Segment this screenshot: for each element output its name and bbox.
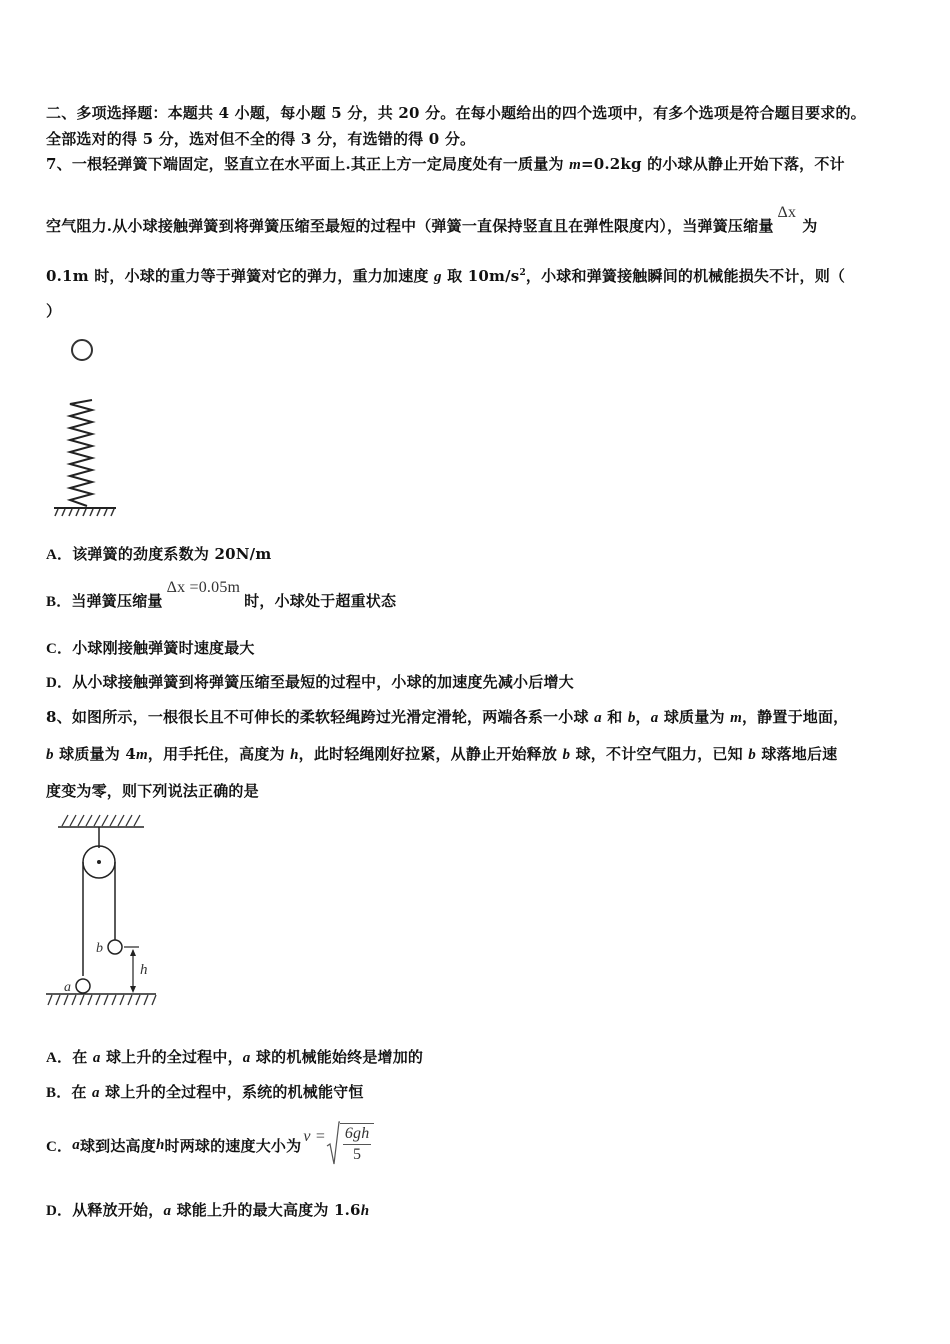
q7-option-b (46, 579, 397, 611)
q7-stem-line1 (46, 153, 845, 174)
text: 7、一根轻弹簧下端固定，竖直立在水平面上.其正上方一定局度处有一质量为 (46, 155, 570, 173)
var-a: a (163, 1203, 172, 1219)
section-heading-line1: 二、多项选择题：本题共 4 小题，每小题 5 分，共 20 分。在每小题给出的四个选项中，有多个选项是符合题目要求的。 (46, 104, 866, 122)
option-text: 该弹簧的劲度系数为 20N/m (72, 545, 272, 563)
var-m: m (136, 747, 148, 763)
math-fraction (340, 1123, 375, 1165)
option-text: 小球刚接触弹簧时速度最大 (72, 639, 255, 657)
var-h: h (155, 1136, 165, 1153)
text: 球的机械能始终是增加的 (250, 1048, 424, 1066)
pulley-figure (44, 810, 164, 1010)
option-text: 当弹簧压缩量 (71, 592, 163, 610)
text: =0.2kg 的小球从静止开始下落，不计 (580, 155, 845, 173)
text: 0.1m 时，小球的重力等于弹簧对它的弹力，重力加速度 (46, 267, 435, 285)
q7-stem-line2 (46, 204, 818, 236)
text: 球质量为 (658, 708, 731, 726)
sqrt-icon (326, 1120, 340, 1166)
text: 在 (71, 1083, 93, 1101)
var-g: g (434, 269, 442, 285)
option-text: 时，小球处于超重状态 (244, 592, 397, 610)
ball-a-icon (76, 979, 90, 993)
text: 空气阻力.从小球接触弹簧到将弹簧压缩至最短的过程中（弹簧一直保持竖直且在弹性限度内），当弹簧压缩量 (46, 217, 774, 235)
text: 球，不计空气阻力，已知 (570, 745, 749, 763)
option-letter: D． (46, 675, 73, 691)
text: 为 (802, 217, 818, 235)
superscript: 2 (519, 268, 526, 278)
q7-option-d (46, 671, 574, 692)
option-letter: B． (46, 594, 72, 610)
text: 球上升的全过程中，系统的机械能守恒 (99, 1083, 364, 1101)
q8-stem-line3: 度变为零，则下列说法正确的是 (46, 782, 259, 800)
q8-option-a (46, 1046, 423, 1067)
q7-option-a (46, 543, 271, 564)
section-heading-line2: 全部选对的得 5 分，选对但不全的得 3 分，有选错的得 0 分。 (46, 130, 476, 148)
text: 从释放开始， (72, 1201, 164, 1219)
text: ，用手托住，高度为 (147, 745, 291, 763)
q8-option-d (46, 1199, 369, 1220)
fraction-numerator: 6gh (343, 1124, 372, 1145)
text: ， (635, 708, 651, 726)
ball-spring-figure (52, 336, 122, 521)
q7-stem-line4: ） (46, 302, 62, 320)
label-h: h (140, 962, 148, 978)
text: ，小球和弹簧接触瞬间的机械能损失不计，则（ (525, 267, 846, 285)
text: 和 (601, 708, 628, 726)
var-a: a (594, 710, 602, 726)
text: 取 10m/s (441, 267, 520, 285)
q8-stem-line1 (46, 706, 848, 727)
label-b: b (96, 941, 103, 956)
text: 球到达高度 (79, 1136, 156, 1155)
var-a: a (92, 1050, 101, 1066)
q8-option-c (46, 1120, 374, 1170)
var-b: b (46, 747, 54, 763)
ball-b-icon (108, 940, 122, 954)
q8-stem-line2 (46, 743, 837, 764)
ball-icon (72, 340, 92, 360)
text: 球落地后速 (755, 745, 838, 763)
var-h: h (360, 1203, 370, 1219)
var-a: a (650, 710, 659, 726)
text: ，静置于地面， (741, 708, 849, 726)
var-b: b (627, 710, 636, 726)
text: 球能上升的最大高度为 1.6 (171, 1201, 361, 1219)
option-letter: B． (46, 1085, 72, 1101)
option-letter: D． (46, 1203, 73, 1219)
text: 时两球的速度大小为 (164, 1136, 302, 1155)
var-b: b (562, 747, 571, 763)
label-a: a (64, 980, 71, 995)
option-letter: A． (46, 547, 73, 563)
option-letter: C． (46, 1138, 73, 1155)
text: 球质量为 4 (53, 745, 136, 763)
var-b: b (748, 747, 756, 763)
option-text: 从小球接触弹簧到将弹簧压缩至最短的过程中，小球的加速度先减小后增大 (72, 673, 574, 691)
fraction-denominator: 5 (353, 1146, 362, 1163)
var-h: h (290, 747, 299, 763)
var-a: a (72, 1136, 80, 1153)
text: 球上升的全过程中， (100, 1048, 243, 1066)
spring-icon (70, 400, 92, 506)
var-m: m (569, 157, 581, 173)
q7-option-c (46, 637, 255, 658)
var-m: m (730, 710, 742, 726)
option-letter: C． (46, 641, 73, 657)
math-delta-x-value: Δx =0.05m (166, 579, 241, 596)
q8-option-b (46, 1081, 364, 1102)
text: ，此时轻绳刚好拉紧，从静止开始释放 (298, 745, 563, 763)
math-v: v = (303, 1128, 326, 1145)
option-letter: A． (46, 1050, 73, 1066)
text: 在 (72, 1048, 93, 1066)
var-a: a (92, 1085, 100, 1101)
math-delta-x: Δx (777, 204, 797, 221)
text: 8、如图所示，一根很长且不可伸长的柔软轻绳跨过光滑定滑轮，两端各系一小球 (46, 708, 595, 726)
q7-stem-line3 (46, 265, 845, 286)
var-a: a (242, 1050, 251, 1066)
